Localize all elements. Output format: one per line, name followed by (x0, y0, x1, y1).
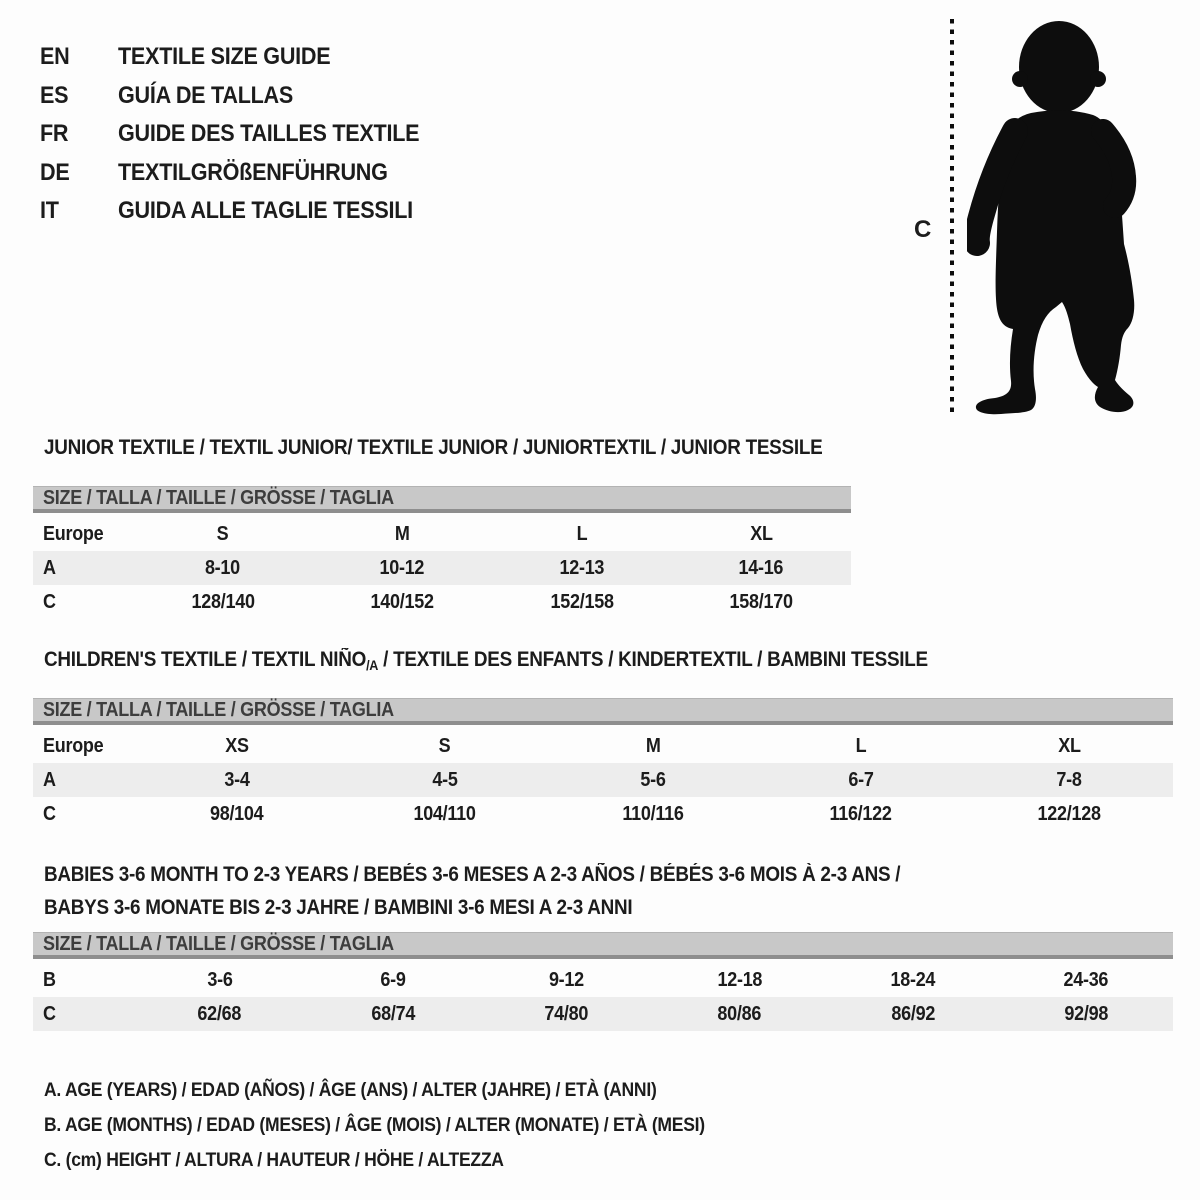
table-row-height (33, 585, 851, 619)
lang-code: DE (40, 158, 70, 186)
lang-code: EN (40, 43, 70, 71)
toddler-silhouette (967, 17, 1137, 417)
lang-code: IT (40, 197, 59, 225)
table-row-age (33, 763, 1173, 797)
section-heading-junior: JUNIOR TEXTILE / TEXTIL JUNIOR/ TEXTILE JUNIOR / JUNIORTEXTIL / JUNIOR TESSILE (44, 436, 823, 459)
lang-row-en (40, 38, 453, 77)
size-value: S (439, 734, 451, 757)
row-label: A (43, 768, 56, 791)
age-value: 8-10 (205, 556, 241, 579)
lang-code: ES (40, 81, 69, 109)
ear-left (1012, 71, 1028, 87)
table-row-height (33, 797, 1173, 831)
table-row-age (33, 551, 851, 585)
section-heading-children: CHILDREN'S TEXTILE / TEXTIL $NIÑO_{/A}$ / TEXTILE DES ENFANTS / KINDERTEXTIL / BAMBINI TESSILE (44, 648, 928, 673)
section-heading-babies: BABIES 3-6 MONTH TO 2-3 YEARS / BEBÉS 3-6 MESES A 2-3 AÑOS / BÉBÉS 3-6 MOIS À 2-3 ANS / BABYS 3-6 MONATE BIS 2-3 JAHRE / BAMBINI 3-6 MESI A 2-3 ANNI (44, 863, 901, 919)
lang-row-fr (40, 115, 453, 154)
lang-code: FR (40, 120, 69, 148)
size-value: S (216, 522, 229, 545)
ear-right (1090, 71, 1106, 87)
size-value: XS (225, 734, 249, 757)
height-value: 158/170 (729, 590, 793, 613)
height-measure-label: C (914, 216, 932, 243)
lang-title: TEXTILE SIZE GUIDE (118, 43, 331, 71)
height-value: 86/92 (891, 1002, 935, 1025)
legend (44, 1073, 778, 1178)
junior-table (33, 517, 851, 619)
lang-title: GUIDE DES TAILLES TEXTILE (118, 120, 420, 148)
months-value: 24-36 (1063, 968, 1109, 991)
language-guide (40, 38, 453, 231)
lang-title: GUÍA DE TALLAS (118, 81, 294, 109)
lang-row-de (40, 154, 453, 193)
height-value: 68/74 (371, 1002, 415, 1025)
lang-title: TEXTILGRÖßENFÜHRUNG (118, 158, 388, 186)
height-measure-line (950, 19, 954, 416)
row-label: A (43, 556, 56, 579)
height-value: 62/68 (197, 1002, 242, 1025)
age-value: 12-13 (559, 556, 605, 579)
months-value: 3-6 (207, 968, 233, 991)
lang-row-it (40, 192, 453, 231)
row-label: C (43, 1002, 56, 1025)
age-value: 14-16 (738, 556, 784, 579)
children-table (33, 729, 1173, 831)
height-value: 98/104 (210, 802, 264, 825)
age-value: 6-7 (848, 768, 874, 791)
age-value: 4-5 (432, 768, 458, 791)
row-label: C (43, 802, 56, 825)
size-header-band-babies: SIZE / TALLA / TAILLE / GRÖSSE / TAGLIA (33, 932, 1173, 959)
size-header-band-children: SIZE / TALLA / TAILLE / GRÖSSE / TAGLIA (33, 698, 1173, 725)
age-value: 10-12 (379, 556, 425, 579)
size-value: M (394, 522, 410, 545)
months-value: 12-18 (717, 968, 763, 991)
age-value: 7-8 (1056, 768, 1082, 791)
height-value: 128/140 (191, 590, 255, 613)
row-label: Europe (43, 734, 104, 757)
table-row-europe (33, 517, 851, 551)
age-value: 5-6 (640, 768, 666, 791)
babies-table (33, 963, 1173, 1031)
size-value: M (645, 734, 661, 757)
size-value: L (576, 522, 588, 545)
height-value: 122/128 (1037, 802, 1101, 825)
months-value: 6-9 (380, 968, 406, 991)
heading-subscript: /A (366, 657, 379, 673)
row-label: B (43, 968, 56, 991)
lang-title: GUIDA ALLE TAGLIE TESSILI (118, 197, 413, 225)
size-value: XL (1057, 734, 1081, 757)
height-value: 80/86 (717, 1002, 762, 1025)
size-header-band-junior: SIZE / TALLA / TAILLE / GRÖSSE / TAGLIA (33, 486, 851, 513)
height-value: 110/116 (622, 802, 684, 825)
size-value: XL (750, 522, 773, 545)
months-value: 9-12 (548, 968, 584, 991)
height-value: 92/98 (1064, 1002, 1109, 1025)
size-value: L (855, 734, 867, 757)
height-value: 152/158 (550, 590, 614, 613)
row-label: Europe (43, 522, 104, 545)
legend-line-age-years: A. AGE (YEARS) / EDAD (AÑOS) / ÂGE (ANS) / ALTER (JAHRE) / ETÀ (ANNI) (44, 1079, 657, 1101)
legend-line-height: C. (cm) HEIGHT / ALTURA / HAUTEUR / HÖHE / ALTEZZA (44, 1149, 504, 1171)
months-value: 18-24 (890, 968, 936, 991)
height-value: 140/152 (370, 590, 434, 613)
age-value: 3-4 (224, 768, 250, 791)
legend-line-age-months: B. AGE (MONTHS) / EDAD (MESES) / ÂGE (MOIS) / ALTER (MONATE) / ETÀ (MESI) (44, 1114, 705, 1136)
table-row-height (33, 997, 1173, 1031)
table-row-europe (33, 729, 1173, 763)
table-row-months (33, 963, 1173, 997)
row-label: C (43, 590, 56, 613)
height-value: 116/122 (829, 802, 893, 825)
lang-row-es (40, 77, 453, 116)
height-value: 74/80 (544, 1002, 589, 1025)
height-value: 104/110 (413, 802, 477, 825)
